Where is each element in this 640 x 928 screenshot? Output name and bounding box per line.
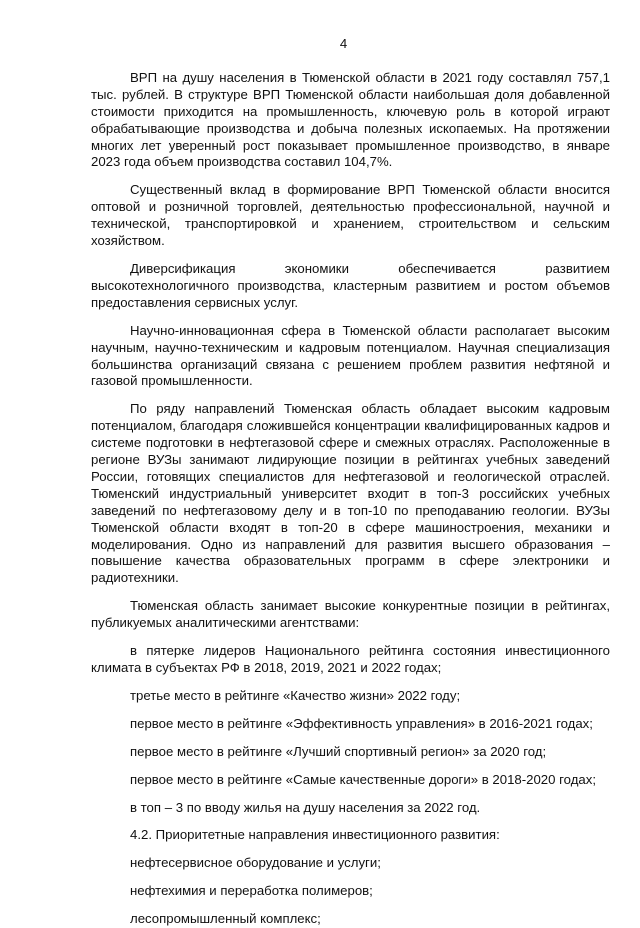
list-item-management-efficiency: первое место в рейтинге «Эффективность управления» в 2016-2021 годах;: [130, 715, 593, 731]
section-heading-priority-directions: 4.2. Приоритетные направления инвестиционного развития:: [130, 827, 500, 843]
list-item-investment-climate: в пятерке лидеров Национального рейтинга состояния инвестиционного климата в субъектах РФ в 2018, 2019, 2021 и 2022 годах;: [91, 643, 610, 675]
page-number: 4: [339, 36, 348, 51]
paragraph-grp-contribution: Существенный вклад в формирование ВРП Тюменской области вносится оптовой и розничной торговлей, деятельностью профессиональной, научной и технической, транспортировкой и хранением, строительством и сельским хозяйством.: [91, 182, 610, 249]
paragraph-grp-per-capita: ВРП на душу населения в Тюменской области в 2021 году составлял 757,1 тыс. рублей. В структуре ВРП Тюменской области наибольшая доля добавленной стоимости приходится на промышленность, ключевую роль в которой играют обрабатывающие производства и добыча полезных ископаемых. На протяжении многих лет уверенный рост показывает промышленное производство, в январе 2023 года объем производства составил 104,7%.: [91, 69, 610, 170]
list-item-housing: в топ – 3 по вводу жилья на душу населения за 2022 год.: [130, 799, 481, 815]
list-item-oilfield-services: нефтесервисное оборудование и услуги;: [130, 855, 381, 871]
list-item-sport-region: первое место в рейтинге «Лучший спортивный регион» за 2020 год;: [130, 743, 547, 759]
paragraph-diversification: Диверсификация экономики обеспечивается развитием высокотехнологичного производства, кластерным развитием и ростом объемов предоставления сервисных услуг.: [91, 260, 610, 310]
paragraph-science-innovation: Научно-инновационная сфера в Тюменской области располагает высоким научным, научно-техническим и кадровым потенциалом. Научная специализация большинства организаций связана с решением проблем развития нефтяной и газовой промышленности.: [91, 322, 610, 389]
list-item-quality-of-life: третье место в рейтинге «Качество жизни» 2022 году;: [130, 687, 461, 703]
list-item-timber-industry: лесопромышленный комплекс;: [130, 911, 321, 927]
list-item-quality-roads: первое место в рейтинге «Самые качественные дороги» в 2018-2020 годах;: [130, 771, 596, 787]
paragraph-ratings-intro: Тюменская область занимает высокие конкурентные позиции в рейтингах, публикуемых аналитическими агентствами:: [91, 598, 610, 631]
paragraph-personnel-potential: По ряду направлений Тюменская область обладает высоким кадровым потенциалом, благодаря сложившейся концентрации квалифицированных кадров и системе подготовки в нефтегазовой сфере и смежных отраслях. Расположенные в регионе ВУЗы занимают лидирующие позиции в рейтингах учебных заведений России, готовящих специалистов для нефтегазовой и геологической отраслей. Тюменский индустриальный университет входит в топ-3 российских учебных заведений по нефтегазовому делу и в топ-10 по преподаванию геологии. ВУЗы Тюменской области входят в топ-20 в сфере машиностроения, механики и моделирования. Одно из направлений для развития высшего образования – повышение качества образовательных программ в сфере электроники и радиотехники.: [91, 401, 610, 586]
list-item-petrochemistry: нефтехимия и переработка полимеров;: [130, 883, 373, 899]
